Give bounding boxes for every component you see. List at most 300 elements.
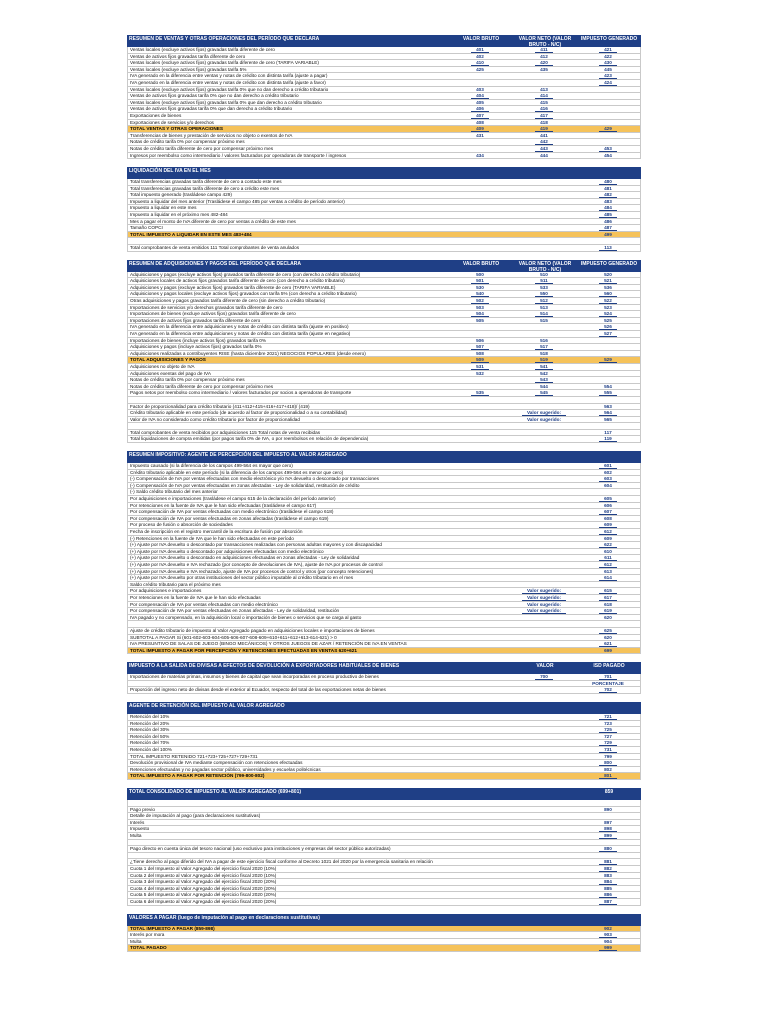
field-code-cell[interactable] xyxy=(576,932,640,938)
row-label: Importaciones de servicios y/o derechos gravados tarifa diferente de cero xyxy=(130,304,283,310)
form-row xyxy=(127,80,641,87)
field-code-cell[interactable] xyxy=(576,417,640,423)
field-code-cell[interactable] xyxy=(512,410,576,416)
row-label: Retenciones efectuadas y no pagadas sector público, universidades y escuelas politécnicas xyxy=(130,766,321,772)
field-code-cell[interactable] xyxy=(576,146,640,152)
form-row xyxy=(127,384,641,391)
field-code: 605 xyxy=(599,496,617,502)
row-label: IVA generado en la diferencia entre ventas y notas de crédito con distinta tarifa (ajuste a favor) xyxy=(130,79,326,85)
row-label: Retención del 100% xyxy=(130,747,172,753)
field-code-cell xyxy=(448,73,512,79)
field-code-cell[interactable] xyxy=(576,278,640,284)
field-code-cell[interactable] xyxy=(512,371,576,377)
field-code: 903 xyxy=(599,932,617,938)
form-row xyxy=(127,93,641,100)
field-code: 514 xyxy=(535,311,553,317)
column-header xyxy=(513,914,577,915)
field-code: 884 xyxy=(599,879,617,885)
row-label: Ventas de activos fijos gravadas tarifa 0% que no dan derecho a crédito tributario xyxy=(130,93,299,99)
field-code-cell[interactable] xyxy=(576,470,640,476)
field-code-cell[interactable] xyxy=(576,324,640,330)
field-code-cell[interactable] xyxy=(576,536,640,542)
form-row xyxy=(127,192,641,199)
field-code-cell xyxy=(448,212,512,218)
field-code-cell[interactable] xyxy=(512,285,576,291)
field-code-cell xyxy=(512,516,576,522)
field-code: 801 xyxy=(599,773,617,779)
field-code-cell[interactable] xyxy=(448,344,512,350)
form-row xyxy=(127,133,641,140)
field-code-cell[interactable] xyxy=(448,311,512,317)
field-code-cell xyxy=(512,873,576,879)
field-code-cell[interactable] xyxy=(576,846,640,852)
field-code-cell[interactable] xyxy=(576,945,640,951)
form-row xyxy=(127,555,641,562)
field-code: 418 xyxy=(535,120,553,126)
field-code-cell[interactable] xyxy=(448,318,512,324)
field-code-cell[interactable] xyxy=(576,767,640,773)
row-label: Por retenciones en la fuente de IVA que le han sido efectuadas (trasládese el campo 617) xyxy=(130,502,317,508)
section-header xyxy=(127,914,641,926)
field-code-cell[interactable] xyxy=(448,120,512,126)
row-label: Por compensación de IVA por ventas efectuadas en zonas afectadas (trasládese el campo 619) xyxy=(130,515,329,521)
field-code-cell xyxy=(576,351,640,357)
field-code: 484 xyxy=(599,205,617,211)
field-code-cell[interactable] xyxy=(576,496,640,502)
field-code-cell[interactable] xyxy=(576,635,640,641)
field-code-cell xyxy=(448,859,512,865)
field-code-cell xyxy=(512,80,576,86)
row-label: (+) Ajuste por IVA devuelto o descontado por adquisiciones efectuadas con medio electrónico xyxy=(130,548,324,554)
field-code-cell[interactable] xyxy=(512,602,576,608)
field-code-cell[interactable] xyxy=(576,192,640,198)
field-code-cell[interactable] xyxy=(576,727,640,733)
field-code-cell[interactable] xyxy=(512,351,576,357)
field-code-cell[interactable] xyxy=(576,879,640,885)
row-label: Ajuste de crédito tributario de impuesto al Valor Agregado pagado en adquisiciones locales e importaciones de bienes xyxy=(130,627,375,633)
field-code-cell xyxy=(448,939,512,945)
row-label: Impuesto causado (si la diferencia de los campos 499-564 es mayor que cero) xyxy=(130,463,293,469)
field-code: 412 xyxy=(535,54,553,60)
form-section xyxy=(127,35,641,159)
field-code-cell xyxy=(576,93,640,99)
row-label xyxy=(128,840,448,846)
field-code-cell[interactable] xyxy=(576,80,640,86)
field-code-cell[interactable] xyxy=(576,721,640,727)
field-code-cell[interactable] xyxy=(576,866,640,872)
form-row xyxy=(127,846,641,853)
field-code-cell[interactable] xyxy=(512,60,576,66)
field-code: 550 xyxy=(535,291,553,297)
field-code-cell[interactable] xyxy=(512,357,576,363)
field-code-cell[interactable] xyxy=(576,648,640,654)
field-code-cell[interactable] xyxy=(576,833,640,839)
field-code-cell[interactable] xyxy=(576,73,640,79)
field-code-cell[interactable] xyxy=(576,674,640,680)
field-code-cell[interactable] xyxy=(512,364,576,370)
field-code-cell[interactable] xyxy=(576,754,640,760)
field-code: 403 xyxy=(471,87,489,93)
field-code-cell[interactable] xyxy=(448,133,512,139)
field-code-cell xyxy=(448,529,512,535)
field-code-cell[interactable] xyxy=(512,595,576,601)
field-code-cell xyxy=(576,364,640,370)
field-code: 885 xyxy=(599,886,617,892)
field-code-cell[interactable] xyxy=(576,773,640,779)
field-code-cell[interactable] xyxy=(576,503,640,509)
row-label: IVA PRESUNTIVO DE SALAS DE JUEGO (BINGO MECÁNICOS) Y OTROS JUEGOS DE AZAR / RETENCIÓN DE IVA EN VENTAS xyxy=(130,641,407,647)
field-code: 890 xyxy=(599,807,617,813)
field-code-cell[interactable] xyxy=(448,60,512,66)
field-code-cell[interactable] xyxy=(576,899,640,905)
field-code: 609 xyxy=(599,522,617,528)
field-code-cell xyxy=(576,582,640,588)
row-label xyxy=(128,853,448,859)
field-code: 422 xyxy=(599,54,617,60)
field-code-cell[interactable] xyxy=(448,298,512,304)
field-code-cell[interactable] xyxy=(512,120,576,126)
field-code-cell[interactable] xyxy=(576,892,640,898)
row-label: Por adquisiciones e importaciones xyxy=(130,588,202,594)
field-code-cell xyxy=(512,681,576,687)
field-code-cell[interactable] xyxy=(448,364,512,370)
row-label: Adquisiciones y pagos (incluye activos fijos) gravados tarifa 0% xyxy=(130,344,262,350)
field-code-cell[interactable] xyxy=(576,291,640,297)
form-row xyxy=(127,153,641,160)
field-code-cell[interactable] xyxy=(576,714,640,720)
field-code: 507 xyxy=(471,344,489,350)
field-code-cell[interactable] xyxy=(576,509,640,515)
form-row xyxy=(127,734,641,741)
row-label: (+) Ajuste por IVA devuelto o descontado en adquisiciones efectuadas en zonas afectadas - Ley de solidaridad xyxy=(130,555,360,561)
field-code: 542 xyxy=(535,371,553,377)
row-label: TOTAL VENTAS Y OTRAS OPERACIONES xyxy=(130,126,223,132)
field-code-cell[interactable] xyxy=(448,272,512,278)
field-code-cell[interactable] xyxy=(576,60,640,66)
field-code-cell[interactable] xyxy=(512,298,576,304)
field-code-cell[interactable] xyxy=(448,278,512,284)
field-code-cell[interactable] xyxy=(576,516,640,522)
field-code-cell[interactable] xyxy=(448,47,512,53)
field-code-cell[interactable] xyxy=(512,318,576,324)
field-code: 431 xyxy=(471,133,489,139)
field-code: Valor sugerido: xyxy=(522,595,566,601)
column-header: VALOR BRUTO xyxy=(462,36,500,42)
field-code-cell[interactable] xyxy=(576,886,640,892)
field-code: 417 xyxy=(535,113,553,119)
field-code-cell[interactable] xyxy=(576,245,640,251)
field-code-cell[interactable] xyxy=(512,608,576,614)
field-code-cell xyxy=(448,892,512,898)
field-code-cell[interactable] xyxy=(576,555,640,561)
field-code: 897 xyxy=(599,820,617,826)
column-header: VALOR NETO (VALOR BRUTO - N/C) xyxy=(518,260,572,273)
field-code-cell[interactable] xyxy=(576,232,640,238)
field-code-cell xyxy=(448,721,512,727)
row-label: Detalle de imputación al pago (para declaraciones sustitutivas) xyxy=(130,813,261,819)
field-code: 404 xyxy=(471,93,489,99)
field-code: 408 xyxy=(471,120,489,126)
field-code-cell xyxy=(448,430,512,436)
field-code-cell[interactable] xyxy=(576,747,640,753)
row-label: Otras adquisiciones y pagos gravados tarifa diferente de cero (sin derecho a crédito tributario) xyxy=(130,298,326,303)
field-code-cell[interactable] xyxy=(512,588,576,594)
field-code-cell[interactable] xyxy=(576,67,640,73)
field-code-cell[interactable] xyxy=(576,384,640,390)
field-code-cell[interactable] xyxy=(448,338,512,344)
field-code: Valor sugerido: xyxy=(522,602,566,608)
field-code-cell[interactable] xyxy=(512,311,576,317)
field-code-cell[interactable] xyxy=(576,212,640,218)
field-code-cell[interactable] xyxy=(576,628,640,634)
field-code-cell[interactable] xyxy=(576,404,640,410)
field-code: 613 xyxy=(599,569,617,575)
row-label: Ventas locales (excluye activos fijos) gravadas tarifa 5% xyxy=(130,66,247,72)
field-code-cell[interactable] xyxy=(448,93,512,99)
field-code-cell[interactable] xyxy=(576,436,640,442)
field-code-cell[interactable] xyxy=(448,100,512,106)
field-code-cell[interactable] xyxy=(448,291,512,297)
field-code-cell[interactable] xyxy=(576,285,640,291)
form-row xyxy=(127,318,641,325)
column-header xyxy=(449,914,513,915)
field-code-cell[interactable] xyxy=(512,100,576,106)
field-code-cell[interactable] xyxy=(576,569,640,575)
field-code-cell[interactable] xyxy=(576,483,640,489)
section-header xyxy=(127,788,641,800)
form-row xyxy=(127,404,641,411)
field-code-cell[interactable] xyxy=(576,562,640,568)
field-code-cell xyxy=(448,727,512,733)
field-code-cell[interactable] xyxy=(576,608,640,614)
field-code-cell[interactable] xyxy=(576,186,640,192)
field-code-cell[interactable] xyxy=(512,47,576,53)
field-code-cell[interactable] xyxy=(448,106,512,112)
field-code-cell xyxy=(448,569,512,575)
field-code-cell xyxy=(448,621,512,627)
field-code-cell[interactable] xyxy=(448,113,512,119)
field-code-cell[interactable] xyxy=(512,674,576,680)
field-code-cell xyxy=(448,899,512,905)
field-code-cell xyxy=(512,463,576,469)
field-code-cell[interactable] xyxy=(576,926,640,932)
field-code-cell[interactable] xyxy=(448,357,512,363)
field-code: 119 xyxy=(599,436,617,442)
field-code-cell[interactable] xyxy=(576,542,640,548)
field-code-cell[interactable] xyxy=(576,225,640,231)
field-code-cell[interactable] xyxy=(512,272,576,278)
field-code-cell[interactable] xyxy=(512,344,576,350)
field-code-cell[interactable] xyxy=(448,153,512,159)
field-code-cell xyxy=(512,760,576,766)
row-label: Fecha de inscripción en el registro mercantil de la escritura de fusión por absorción xyxy=(130,529,303,534)
field-code: 608 xyxy=(599,516,617,522)
field-code-cell[interactable] xyxy=(576,615,640,621)
field-code-cell[interactable] xyxy=(512,153,576,159)
form-row xyxy=(127,939,641,946)
field-code-cell[interactable] xyxy=(576,298,640,304)
field-code-cell[interactable] xyxy=(512,377,576,383)
field-code: 519 xyxy=(535,357,553,363)
field-code-cell[interactable] xyxy=(576,595,640,601)
form-row xyxy=(127,120,641,127)
row-label: Exportaciones de servicios y/o derechos xyxy=(130,119,214,125)
field-code-cell[interactable] xyxy=(448,67,512,73)
field-code-cell[interactable] xyxy=(576,357,640,363)
field-code-cell[interactable] xyxy=(512,54,576,60)
field-code-cell[interactable] xyxy=(512,338,576,344)
field-code-cell[interactable] xyxy=(576,153,640,159)
field-code-cell[interactable] xyxy=(576,575,640,581)
field-code-cell[interactable] xyxy=(448,285,512,291)
field-code-cell[interactable] xyxy=(576,641,640,647)
field-code: 606 xyxy=(599,503,617,509)
field-code-cell[interactable] xyxy=(576,410,640,416)
field-code: 729 xyxy=(599,740,617,746)
field-code: 487 xyxy=(599,225,617,231)
total-row xyxy=(127,648,641,655)
row-label: Ventas locales (excluye activos fijos) gravadas tarifa diferente de cero (TARIFA VARIABLE) xyxy=(130,60,319,66)
field-code-cell[interactable] xyxy=(576,807,640,813)
field-code-cell[interactable] xyxy=(576,305,640,311)
field-code-cell[interactable] xyxy=(576,272,640,278)
field-code-cell xyxy=(512,179,576,185)
field-code: 702 xyxy=(599,687,617,693)
field-code-cell[interactable] xyxy=(512,146,576,152)
field-code-cell[interactable] xyxy=(512,93,576,99)
field-code-cell[interactable] xyxy=(576,734,640,740)
field-code-cell[interactable] xyxy=(448,371,512,377)
section-header xyxy=(127,35,641,47)
field-code: 482 xyxy=(599,192,617,198)
field-code-cell xyxy=(448,602,512,608)
field-code-cell[interactable] xyxy=(576,820,640,826)
field-code: 887 xyxy=(599,899,617,905)
row-label: Cuota 3 del Impuesto al Valor Agregado del ejercicio fiscal 2020 (20%) xyxy=(130,879,277,885)
form-row xyxy=(127,364,641,371)
field-code-cell[interactable] xyxy=(512,278,576,284)
field-code-cell[interactable] xyxy=(576,205,640,211)
field-code-cell[interactable] xyxy=(512,417,576,423)
field-code: 612 xyxy=(599,562,617,568)
field-code-cell[interactable] xyxy=(576,681,640,687)
field-code-cell xyxy=(448,926,512,932)
field-code-cell[interactable] xyxy=(576,318,640,324)
field-code-cell xyxy=(448,767,512,773)
field-code-cell[interactable] xyxy=(512,384,576,390)
field-code-cell[interactable] xyxy=(576,760,640,766)
field-code: 517 xyxy=(535,344,553,350)
row-label: Por compensación de IVA por ventas efectuadas con medio electrónico xyxy=(130,601,278,607)
field-code-cell[interactable] xyxy=(576,529,640,535)
field-code-cell[interactable] xyxy=(576,219,640,225)
field-code: 727 xyxy=(599,734,617,740)
column-header xyxy=(513,788,577,789)
field-code-cell[interactable] xyxy=(576,476,640,482)
form-row xyxy=(127,331,641,338)
field-code: 904 xyxy=(599,939,617,945)
field-code-cell[interactable] xyxy=(512,133,576,139)
field-code-cell[interactable] xyxy=(512,87,576,93)
field-code-cell[interactable] xyxy=(576,179,640,185)
row-label: Ingresos por reembolso como intermediario / valores facturados por operadoras de transporte / ingresos xyxy=(130,152,347,158)
field-code-cell xyxy=(448,377,512,383)
row-label: Total comprobantes de venta recibidos por adquisiciones 115 Total notas de venta recibidas xyxy=(130,429,321,435)
form-row xyxy=(127,87,641,94)
field-code-cell xyxy=(448,615,512,621)
field-code: 620 xyxy=(599,615,617,621)
form-row xyxy=(127,338,641,345)
field-code-cell[interactable] xyxy=(448,305,512,311)
field-code-cell[interactable] xyxy=(512,305,576,311)
field-code-cell xyxy=(576,87,640,93)
field-code-cell[interactable] xyxy=(576,390,640,396)
field-code-cell[interactable] xyxy=(512,126,576,132)
field-code-cell[interactable] xyxy=(448,54,512,60)
field-code: 617 xyxy=(599,595,617,601)
field-code-cell xyxy=(512,945,576,951)
field-code-cell[interactable] xyxy=(576,588,640,594)
field-code-cell[interactable] xyxy=(576,549,640,555)
field-code-cell[interactable] xyxy=(448,87,512,93)
field-code-cell[interactable] xyxy=(512,113,576,119)
field-code-cell[interactable] xyxy=(448,126,512,132)
form-row xyxy=(127,635,641,642)
field-code-cell[interactable] xyxy=(512,67,576,73)
field-code-cell[interactable] xyxy=(576,463,640,469)
field-code-cell[interactable] xyxy=(576,826,640,832)
row-label: (+) Ajuste por IVA devuelto o descontado por transacciones realizadas con personas adultas mayores y con discapacidad xyxy=(130,542,383,548)
form-row xyxy=(127,351,641,358)
field-code-cell[interactable] xyxy=(512,106,576,112)
field-code-cell[interactable] xyxy=(576,859,640,865)
field-code-cell[interactable] xyxy=(448,351,512,357)
field-code-cell[interactable] xyxy=(576,687,640,693)
form-row xyxy=(127,714,641,721)
field-code-cell xyxy=(448,687,512,693)
field-code-cell xyxy=(512,892,576,898)
field-code-cell[interactable] xyxy=(576,430,640,436)
field-code-cell[interactable] xyxy=(576,602,640,608)
field-code-cell[interactable] xyxy=(576,54,640,60)
field-code-cell[interactable] xyxy=(576,740,640,746)
row-label: SUBTOTAL A PAGAR Si (601-602-603-604-605-606-607-608-609+610+611+612+613-614-621) > 0 xyxy=(130,634,337,640)
field-code-cell xyxy=(448,245,512,251)
field-code-cell[interactable] xyxy=(512,139,576,145)
field-code-cell[interactable] xyxy=(448,390,512,396)
field-code-cell[interactable] xyxy=(576,47,640,53)
field-code: 425 xyxy=(471,67,489,73)
field-code: 480 xyxy=(599,179,617,185)
field-code-cell[interactable] xyxy=(576,939,640,945)
field-code-cell[interactable] xyxy=(576,873,640,879)
field-code: 511 xyxy=(535,278,553,284)
field-code: 883 xyxy=(599,873,617,879)
field-code-cell[interactable] xyxy=(576,311,640,317)
field-code-cell[interactable] xyxy=(576,126,640,132)
field-code-cell xyxy=(512,628,576,634)
field-code-cell[interactable] xyxy=(576,522,640,528)
field-code: 504 xyxy=(471,311,489,317)
field-code-cell xyxy=(512,727,576,733)
field-code: 725 xyxy=(599,727,617,733)
field-code-cell[interactable] xyxy=(512,291,576,297)
field-code-cell[interactable] xyxy=(576,331,640,337)
row-label: Adquisiciones y pagos (excluye activos fijos) gravados tarifa diferente de cero (TARIFA VARIABLE) xyxy=(130,284,336,290)
field-code-cell[interactable] xyxy=(576,199,640,205)
form-row xyxy=(127,390,641,397)
field-code-cell[interactable] xyxy=(512,390,576,396)
